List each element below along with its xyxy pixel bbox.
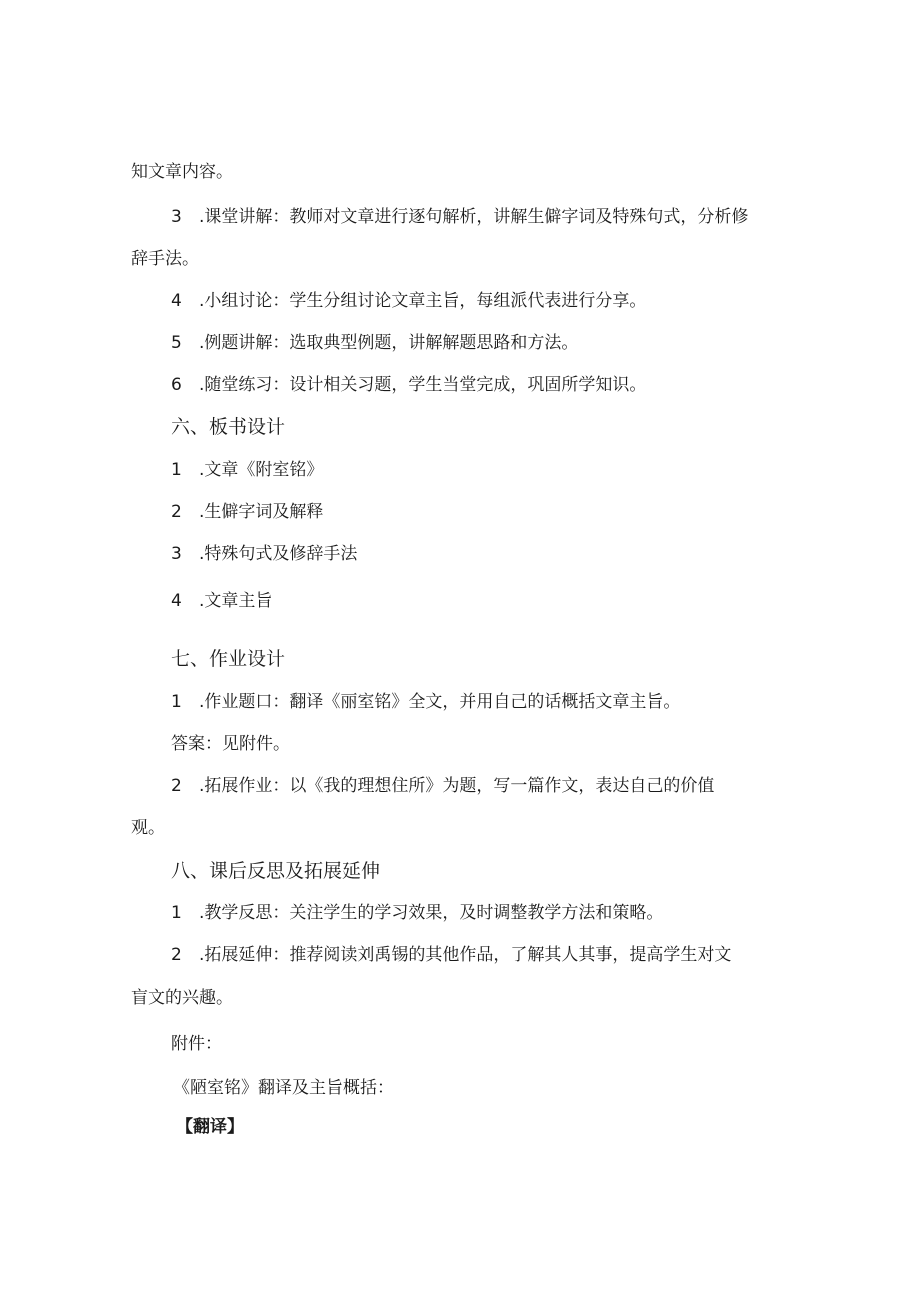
item-text: .拓展作业：以《我的理想住所》为题，写一篇作文，表达自己的价值 [199, 776, 715, 796]
section-heading: 六、板书设计 [171, 416, 286, 438]
list-item [171, 373, 646, 397]
item-text: .生僻字词及解释 [199, 502, 324, 522]
item-number: 3 [171, 207, 182, 227]
translation-heading: 【翻译】 [176, 1117, 244, 1137]
item-text: .文章主旨 [199, 591, 273, 611]
item-number: 1 [171, 692, 182, 712]
section-heading: 八、课后反思及拓展延伸 [171, 860, 381, 882]
attachment-title: 《陋室铭》翻译及主旨概括： [173, 1078, 394, 1098]
item-number: 5 [171, 333, 182, 353]
item-text: .拓展延伸：推荐阅读刘禹锡的其他作品，了解其人其事，提高学生对文 [199, 945, 732, 965]
text-line: 观。 [131, 818, 165, 838]
text-line: 盲文的兴趣。 [131, 988, 233, 1008]
list-item [171, 901, 663, 925]
list-item [171, 458, 323, 482]
list-item [171, 690, 680, 714]
item-number: 6 [171, 375, 182, 395]
answer-line: 答案：见附件。 [171, 734, 290, 754]
text-line: 知文章内容。 [131, 162, 233, 182]
item-text: .特殊句式及修辞手法 [199, 544, 358, 564]
section-heading: 七、作业设计 [171, 648, 286, 670]
item-number: 2 [171, 776, 182, 796]
text-line: 辞手法。 [131, 249, 199, 269]
item-number: 2 [171, 945, 182, 965]
item-text: .课堂讲解：教师对文章进行逐句解析，讲解生僻字词及特殊句式，分析修 [199, 207, 749, 227]
item-number: 1 [171, 460, 182, 480]
list-item [171, 289, 646, 313]
item-text: .例题讲解：选取典型例题，讲解解题思路和方法。 [199, 333, 579, 353]
item-text: .随堂练习：设计相关习题，学生当堂完成，巩固所学知识。 [199, 375, 647, 395]
item-number: 3 [171, 544, 182, 564]
list-item [171, 943, 731, 967]
list-item [171, 589, 272, 613]
list-item [171, 542, 357, 566]
list-item [171, 774, 714, 798]
attachment-label: 附件： [171, 1034, 222, 1054]
item-text: .文章《附室铭》 [199, 460, 324, 480]
list-item [171, 331, 578, 355]
item-text: .小组讨论：学生分组讨论文章主旨，每组派代表进行分享。 [199, 291, 647, 311]
item-text: .教学反思：关注学生的学习效果，及时调整教学方法和策略。 [199, 903, 664, 923]
list-item [171, 500, 323, 524]
list-item [171, 205, 748, 229]
item-number: 2 [171, 502, 182, 522]
item-number: 4 [171, 291, 182, 311]
item-number: 4 [171, 591, 182, 611]
item-text: .作业题口：翻译《丽室铭》全文，并用自己的话概括文章主旨。 [199, 692, 681, 712]
item-number: 1 [171, 903, 182, 923]
